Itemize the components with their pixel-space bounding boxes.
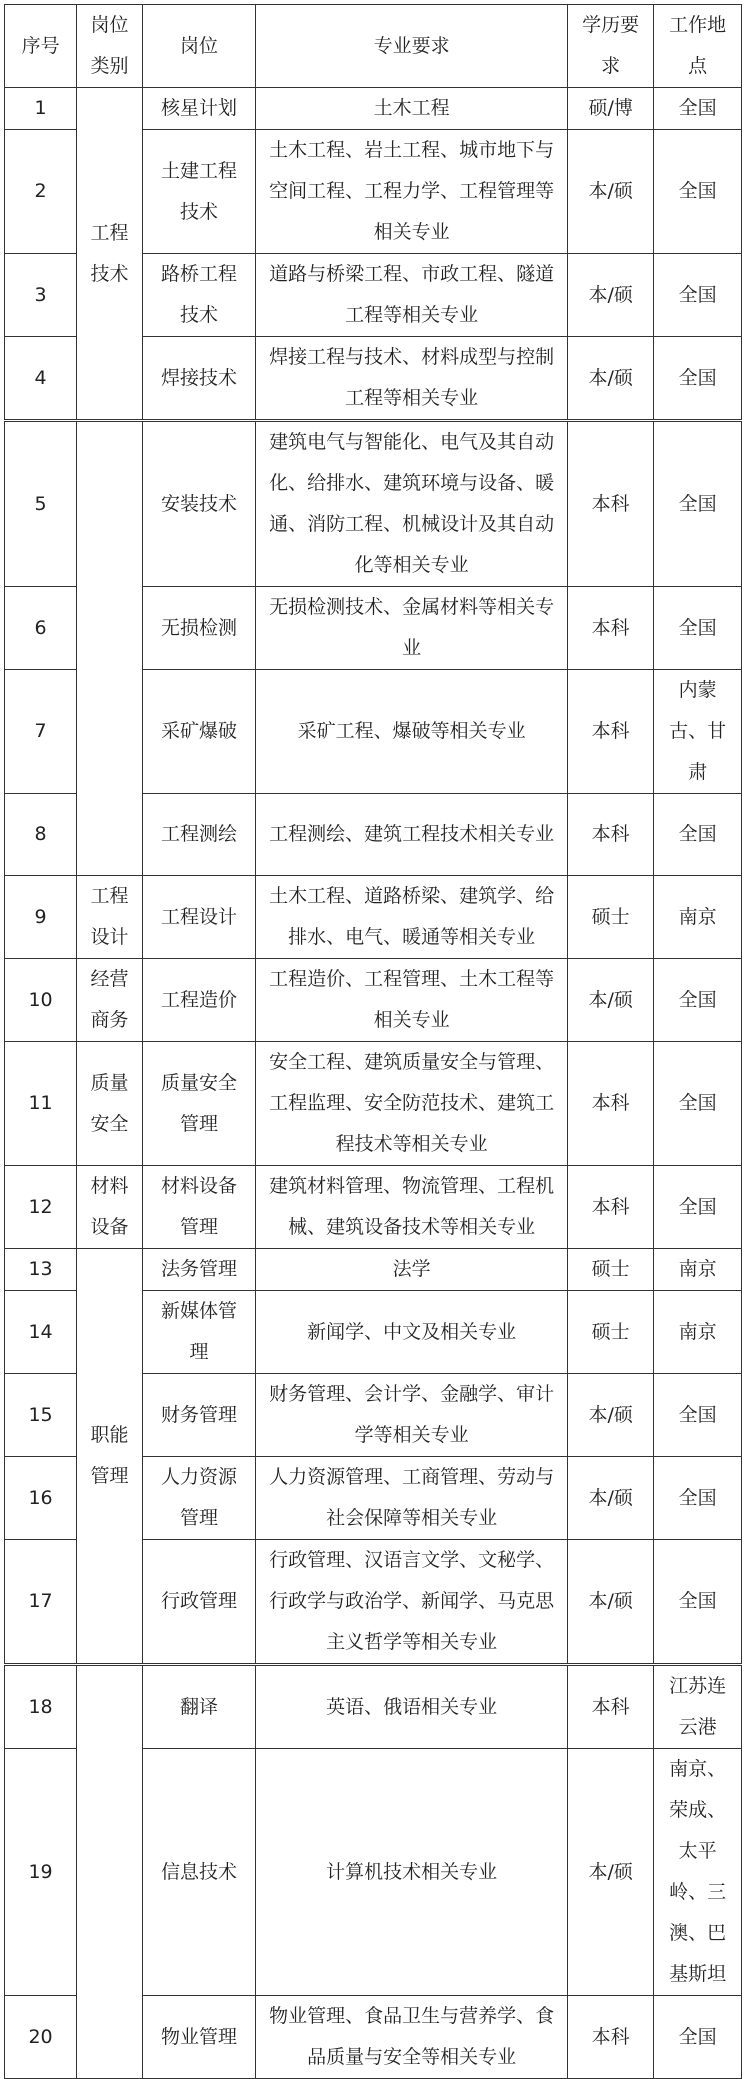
category-cell: 职能管理: [77, 1249, 143, 1665]
row-no: 19: [5, 1749, 77, 1996]
row-no: 10: [5, 959, 77, 1042]
row-education: 硕士: [568, 876, 654, 959]
row-major: 采矿工程、爆破等相关专业: [256, 670, 568, 794]
row-education: 本科: [568, 1665, 654, 1749]
row-no: 16: [5, 1457, 77, 1540]
row-major: 工程造价、工程管理、土木工程等相关专业: [256, 959, 568, 1042]
row-no: 1: [5, 88, 77, 130]
row-education: 本/硕: [568, 1540, 654, 1665]
row-no: 15: [5, 1374, 77, 1457]
row-location: 南京: [654, 1249, 742, 1291]
row-location: 全国: [654, 959, 742, 1042]
row-location: 江苏连云港: [654, 1665, 742, 1749]
row-major: 道路与桥梁工程、市政工程、隧道工程等相关专业: [256, 254, 568, 337]
row-location: 全国: [654, 337, 742, 421]
category-cell-empty: [77, 1665, 143, 2079]
row-major: 安全工程、建筑质量安全与管理、工程监理、安全防范技术、建筑工程技术等相关专业: [256, 1042, 568, 1166]
row-no: 6: [5, 587, 77, 670]
row-position: 采矿爆破: [142, 670, 255, 794]
row-major: 建筑材料管理、物流管理、工程机械、建筑设备技术等相关专业: [256, 1166, 568, 1249]
row-no: 12: [5, 1166, 77, 1249]
row-major: 英语、俄语相关专业: [256, 1665, 568, 1749]
row-major: 物业管理、食品卫生与营养学、食品质量与安全等相关专业: [256, 1996, 568, 2079]
category-cell: 质量安全: [77, 1042, 143, 1166]
row-location: 全国: [654, 587, 742, 670]
row-education: 本/硕: [568, 1374, 654, 1457]
row-location: 内蒙古、甘肃: [654, 670, 742, 794]
table-row: [5, 959, 742, 1042]
header-position: 岗位: [142, 5, 255, 88]
table-row: [5, 1249, 742, 1291]
row-location: 全国: [654, 88, 742, 130]
header-seq: 序号: [5, 5, 77, 88]
row-location: 全国: [654, 1042, 742, 1166]
row-no: 14: [5, 1291, 77, 1374]
row-position: 翻译: [142, 1665, 255, 1749]
row-education: 本/硕: [568, 1457, 654, 1540]
row-education: 本科: [568, 1996, 654, 2079]
row-position: 土建工程技术: [142, 130, 255, 254]
row-education: 本/硕: [568, 1749, 654, 1996]
row-position: 安装技术: [142, 421, 255, 587]
row-position: 质量安全管理: [142, 1042, 255, 1166]
row-location: 全国: [654, 794, 742, 876]
row-education: 本/硕: [568, 959, 654, 1042]
header-location: 工作地点: [654, 5, 742, 88]
row-location: 全国: [654, 1166, 742, 1249]
row-no: 20: [5, 1996, 77, 2079]
row-major: 人力资源管理、工商管理、劳动与社会保障等相关专业: [256, 1457, 568, 1540]
row-major: 土木工程、岩土工程、城市地下与空间工程、工程力学、工程管理等相关专业: [256, 130, 568, 254]
table-row: [5, 876, 742, 959]
row-position: 物业管理: [142, 1996, 255, 2079]
row-major: 无损检测技术、金属材料等相关专业: [256, 587, 568, 670]
category-cell: 工程设计: [77, 876, 143, 959]
row-major: 工程测绘、建筑工程技术相关专业: [256, 794, 568, 876]
category-cell: 经营商务: [77, 959, 143, 1042]
row-no: 11: [5, 1042, 77, 1166]
row-major: 财务管理、会计学、金融学、审计学等相关专业: [256, 1374, 568, 1457]
row-location: 全国: [654, 1457, 742, 1540]
row-position: 信息技术: [142, 1749, 255, 1996]
table-row: [5, 88, 742, 130]
row-education: 本/硕: [568, 254, 654, 337]
row-position: 路桥工程技术: [142, 254, 255, 337]
row-major: 行政管理、汉语言文学、文秘学、行政学与政治学、新闻学、马克思主义哲学等相关专业: [256, 1540, 568, 1665]
row-education: 本/硕: [568, 337, 654, 421]
row-position: 工程造价: [142, 959, 255, 1042]
row-no: 17: [5, 1540, 77, 1665]
row-no: 3: [5, 254, 77, 337]
category-cell: 材料设备: [77, 1166, 143, 1249]
row-location: 全国: [654, 254, 742, 337]
row-major: 新闻学、中文及相关专业: [256, 1291, 568, 1374]
row-major: 焊接工程与技术、材料成型与控制工程等相关专业: [256, 337, 568, 421]
table-row: [5, 1042, 742, 1166]
row-education: 本科: [568, 794, 654, 876]
row-position: 焊接技术: [142, 337, 255, 421]
row-position: 新媒体管理: [142, 1291, 255, 1374]
row-location: 全国: [654, 1374, 742, 1457]
category-cell: 工程技术: [77, 88, 143, 421]
row-location: 南京: [654, 876, 742, 959]
row-location: 全国: [654, 1996, 742, 2079]
recruitment-table: [4, 4, 742, 2079]
row-position: 工程设计: [142, 876, 255, 959]
table-row: [5, 1166, 742, 1249]
row-education: 硕/博: [568, 88, 654, 130]
row-position: 工程测绘: [142, 794, 255, 876]
row-no: 18: [5, 1665, 77, 1749]
row-education: 本科: [568, 1042, 654, 1166]
row-no: 13: [5, 1249, 77, 1291]
row-location: 南京、荣成、太平岭、三澳、巴基斯坦: [654, 1749, 742, 1996]
row-education: 本科: [568, 587, 654, 670]
row-education: 本科: [568, 421, 654, 587]
row-major: 法学: [256, 1249, 568, 1291]
row-major: 计算机技术相关专业: [256, 1749, 568, 1996]
row-major: 土木工程、道路桥梁、建筑学、给排水、电气、暖通等相关专业: [256, 876, 568, 959]
row-major: 建筑电气与智能化、电气及其自动化、给排水、建筑环境与设备、暖通、消防工程、机械设计及其自动化等相关专业: [256, 421, 568, 587]
row-no: 5: [5, 421, 77, 587]
row-position: 行政管理: [142, 1540, 255, 1665]
row-no: 2: [5, 130, 77, 254]
row-position: 法务管理: [142, 1249, 255, 1291]
row-location: 南京: [654, 1291, 742, 1374]
row-education: 硕士: [568, 1249, 654, 1291]
row-education: 本科: [568, 670, 654, 794]
table-header-row: [5, 5, 742, 88]
table-row: [5, 421, 742, 587]
row-no: 4: [5, 337, 77, 421]
row-no: 7: [5, 670, 77, 794]
row-position: 核星计划: [142, 88, 255, 130]
row-location: 全国: [654, 1540, 742, 1665]
row-no: 8: [5, 794, 77, 876]
row-education: 本科: [568, 1166, 654, 1249]
row-position: 无损检测: [142, 587, 255, 670]
row-location: 全国: [654, 421, 742, 587]
category-cell-empty: [77, 421, 143, 876]
recruitment-table-page: [4, 4, 742, 2079]
row-location: 全国: [654, 130, 742, 254]
header-education: 学历要求: [568, 5, 654, 88]
row-position: 人力资源管理: [142, 1457, 255, 1540]
row-education: 硕士: [568, 1291, 654, 1374]
header-major: 专业要求: [256, 5, 568, 88]
row-position: 财务管理: [142, 1374, 255, 1457]
table-row: [5, 1665, 742, 1749]
row-education: 本/硕: [568, 130, 654, 254]
row-no: 9: [5, 876, 77, 959]
row-position: 材料设备管理: [142, 1166, 255, 1249]
row-major: 土木工程: [256, 88, 568, 130]
header-category: 岗位类别: [77, 5, 143, 88]
